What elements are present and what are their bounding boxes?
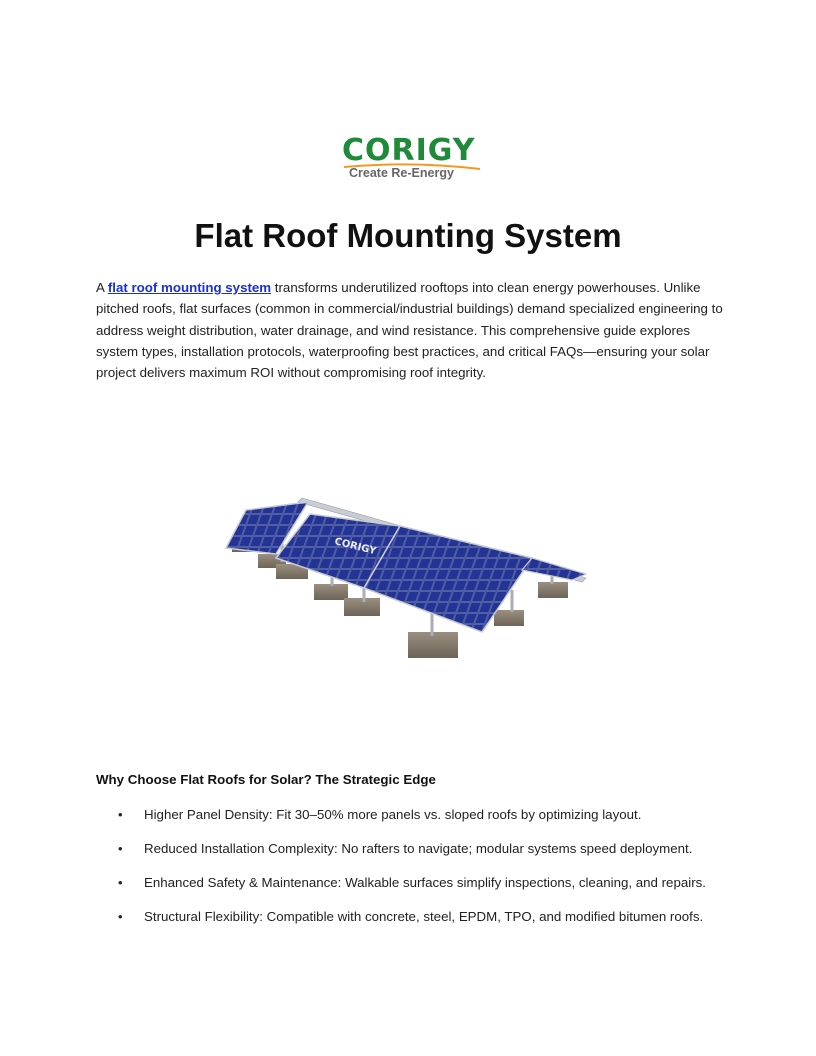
page-title: Flat Roof Mounting System <box>194 217 622 254</box>
intro-prefix: A <box>96 280 108 295</box>
bullet-icon: • <box>118 909 123 924</box>
bullet-icon: • <box>118 841 123 856</box>
intro-paragraph <box>96 277 726 383</box>
list-item <box>96 873 756 907</box>
panel-brand-label: CORIGY <box>333 536 378 558</box>
section-heading: Why Choose Flat Roofs for Solar? The Strategic Edge <box>96 772 436 787</box>
logo-wordmark: CORIGY <box>342 133 476 168</box>
list-item <box>96 805 756 839</box>
bullet-icon: • <box>118 875 123 890</box>
list-item-text: Reduced Installation Complexity: No rafters to navigate; modular systems speed deployment. <box>144 841 693 856</box>
list-item <box>96 907 756 941</box>
bullet-icon: • <box>118 807 123 822</box>
corigy-logo <box>340 134 482 184</box>
logo-tagline: Create Re-Energy <box>349 166 454 180</box>
intro-body: transforms underutilized rooftops into clean energy powerhouses. Unlike pitched roofs, flat surfaces (common in commercial/industrial buildings) demand specialized engineering to address weight distribution, water drainage, and wind resistance. This comprehensive guide explores system types, installation protocols, waterproofing best practices, and critical FAQs—ensuring your solar project delivers maximum ROI without compromising roof integrity. <box>96 280 723 381</box>
list-item-text: Enhanced Safety & Maintenance: Walkable surfaces simplify inspections, cleaning, and repairs. <box>144 875 706 890</box>
list-item-text: Higher Panel Density: Fit 30–50% more panels vs. sloped roofs by optimizing layout. <box>144 807 642 822</box>
benefits-list <box>96 805 756 941</box>
solar-mounting-illustration <box>222 470 594 700</box>
list-item-text: Structural Flexibility: Compatible with concrete, steel, EPDM, TPO, and modified bitumen roofs. <box>144 909 704 924</box>
solar-panel <box>522 558 586 580</box>
list-item <box>96 839 756 873</box>
flat-roof-mounting-system-link[interactable]: flat roof mounting system <box>107 280 272 295</box>
